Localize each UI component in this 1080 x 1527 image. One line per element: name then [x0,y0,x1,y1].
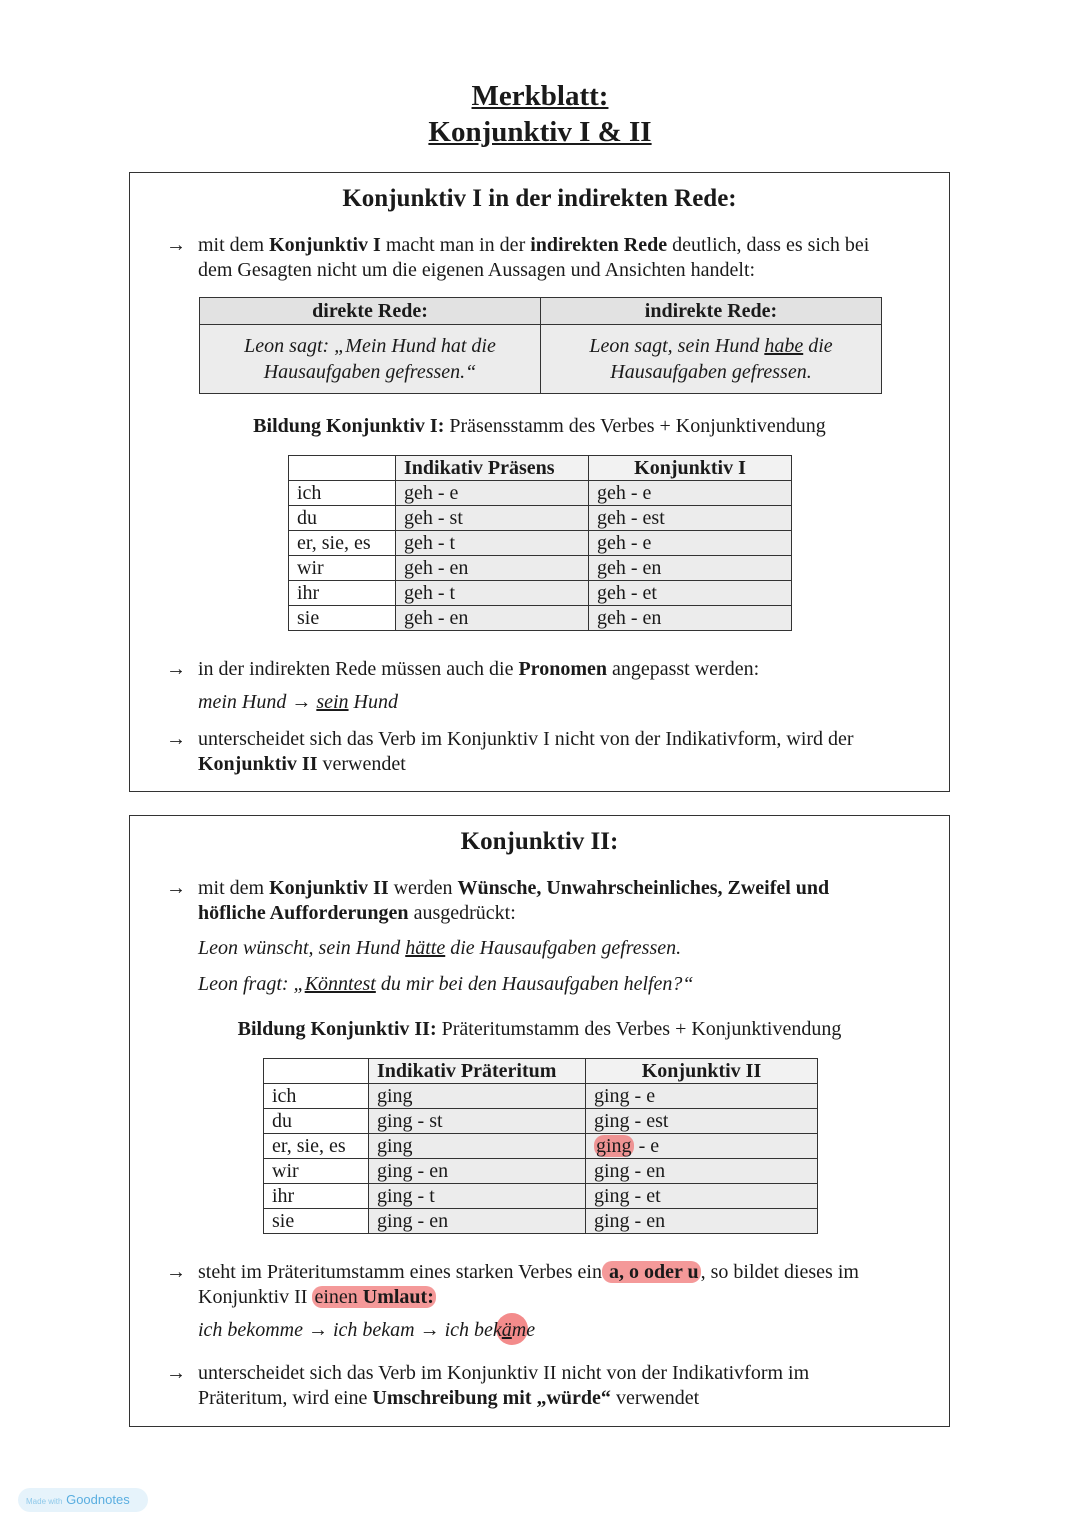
column-header [289,456,396,481]
title-line-2: Konjunktiv I & II [428,116,652,148]
section-konjunktiv-1 [129,172,950,792]
section-konjunktiv-2 [129,815,950,1427]
umlaut-example: ich bekomme → ich bekam → ich bekäme [198,1319,536,1341]
wuerde-note: unterscheidet sich das Verb im Konjunktiv II nicht von der Indikativform im Präteritum, wird eine Umschreibung mit „würde“ verwendet [198,1362,810,1409]
table-row: du ging - st ging - est [264,1109,818,1134]
example-wunsch: Leon wünscht, sein Hund hätte die Hausaufgaben gefressen. [198,937,682,959]
table-row: ihr ging - t ging - et [264,1184,818,1209]
arrow-icon: → [166,1261,186,1283]
table-row: er, sie, es geh - t geh - e [289,531,792,556]
konjunktiv-2-table [263,1058,818,1234]
section-1-intro: mit dem Konjunktiv I macht man in der indirekten Rede deutlich, dass es sich bei dem Gesagten nicht um die eigenen Aussagen und Ansichten handelt: [198,234,870,281]
goodnotes-badge: Made with Goodnotes [18,1488,148,1512]
example-aufforderung: Leon fragt: „Könntest du mir bei den Hausaufgaben helfen?“ [198,973,694,995]
table-row: wir ging - en ging - en [264,1159,818,1184]
section-2-heading: Konjunktiv II: [460,828,619,855]
rede-comparison-table [199,297,882,394]
column-header: Indikativ Präsens [396,456,589,481]
header-direct: direkte Rede: [200,298,541,325]
highlight-umlaut: einen Umlaut: [314,1286,434,1308]
arrow-icon: → [166,234,186,256]
arrow-icon: → [166,877,186,899]
konjunktiv-2-fallback-note: unterscheidet sich das Verb im Konjunktiv I nicht von der Indikativform, wird der Konjunktiv II verwendet [198,728,854,775]
title-line-1: Merkblatt: [471,80,609,112]
table-row: sie ging - en ging - en [264,1209,818,1234]
column-header [264,1059,369,1084]
bildung-konjunktiv-1: Bildung Konjunktiv I: Präsensstamm des Verbes + Konjunktivendung [253,415,826,437]
konjunktiv-1-table [288,455,792,631]
arrow-icon: → [166,728,186,750]
highlight-vowels: a, o oder u [603,1261,699,1283]
table-row: sie geh - en geh - en [289,606,792,631]
umlaut-note: steht im Präteritumstamm eines starken Verbes ein a, o oder u , so bildet dieses im Konjunktiv II einen Umlaut: [198,1261,859,1308]
column-header: Indikativ Präteritum [369,1059,586,1084]
table-row: ich ging ging - e [264,1084,818,1109]
highlight-stem: ging [596,1135,632,1157]
arrow-icon: → [166,658,186,680]
table-row: ich geh - e geh - e [289,481,792,506]
arrow-icon: → [166,1362,186,1384]
column-header: Konjunktiv I [589,456,792,481]
header-indirect: indirekte Rede: [541,298,882,325]
indirect-example: Leon sagt, sein Hund habe die Hausaufgaben gefressen. [541,325,882,394]
section-1-heading: Konjunktiv I in der indirekten Rede: [342,185,737,212]
table-row: wir geh - en geh - en [289,556,792,581]
direct-example: Leon sagt: „Mein Hund hat die Hausaufgaben gefressen.“ [200,325,541,394]
column-header: Konjunktiv II [586,1059,818,1084]
table-row: du geh - st geh - est [289,506,792,531]
section-2-intro: mit dem Konjunktiv II werden Wünsche, Unwahrscheinliches, Zweifel und höfliche Aufforderungen ausgedrückt: [198,877,830,924]
pronomen-note: in der indirekten Rede müssen auch die Pronomen angepasst werden: [198,658,760,680]
table-row: ihr geh - t geh - et [289,581,792,606]
pronomen-example: mein Hund → sein Hund [198,691,398,713]
table-row: er, sie, es ging ging - e [264,1134,818,1159]
bildung-konjunktiv-2: Bildung Konjunktiv II: Präteritumstamm des Verbes + Konjunktivendung [237,1018,842,1040]
highlight-umlaut-letter: ä [501,1319,512,1341]
